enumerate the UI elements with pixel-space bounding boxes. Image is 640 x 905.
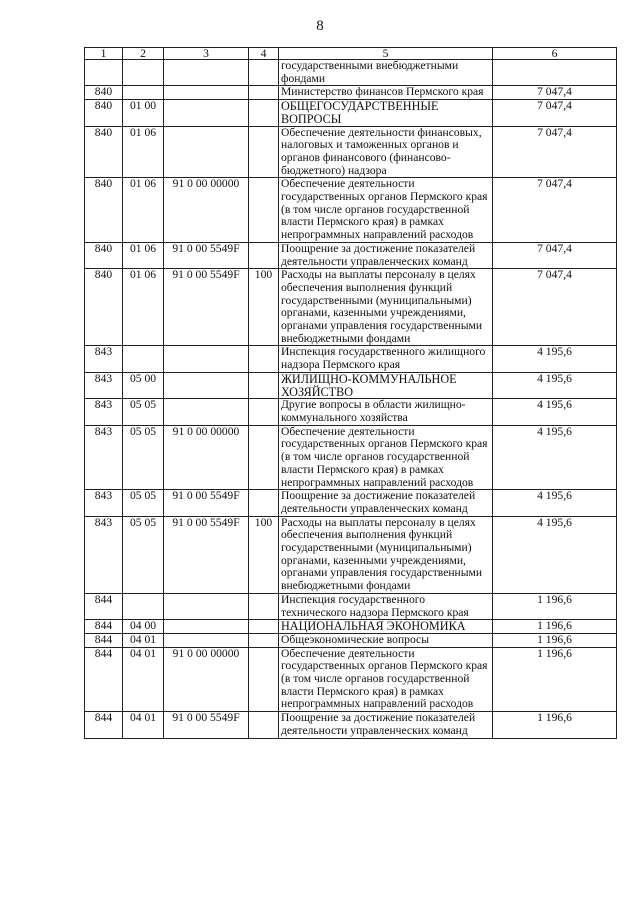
section-code-cell: 01 06 bbox=[123, 126, 164, 178]
table-row bbox=[85, 516, 617, 593]
target-code-cell bbox=[164, 60, 249, 86]
table-row bbox=[85, 712, 617, 738]
amount-cell: 7 047,4 bbox=[493, 178, 617, 243]
item-name-cell: Инспекция государственного жилищного надзора Пермского края bbox=[279, 346, 493, 372]
admin-code-cell: 840 bbox=[85, 86, 123, 100]
admin-code-cell bbox=[85, 60, 123, 86]
section-code-cell: 05 05 bbox=[123, 399, 164, 425]
item-name-cell: Поощрение за достижение показателей деятельности управленческих команд bbox=[279, 242, 493, 268]
expense-type-cell bbox=[249, 712, 279, 738]
target-code-cell bbox=[164, 399, 249, 425]
item-name-cell: Расходы на выплаты персоналу в целях обеспечения выполнения функций государственными (муниципальными) органами, казенными учреждениями, органами управления государственными внебюджетными фондами bbox=[279, 269, 493, 346]
amount-cell: 7 047,4 bbox=[493, 126, 617, 178]
section-code-cell bbox=[123, 60, 164, 86]
item-name-cell: Обеспечение деятельности финансовых, налоговых и таможенных органов и органов финансового (финансово-бюджетного) надзора bbox=[279, 126, 493, 178]
column-header-1: 1 bbox=[85, 48, 123, 60]
expense-type-cell bbox=[249, 346, 279, 372]
item-name-cell: Другие вопросы в области жилищно-коммунального хозяйства bbox=[279, 399, 493, 425]
section-code-cell: 05 05 bbox=[123, 425, 164, 490]
section-code-cell: 01 06 bbox=[123, 269, 164, 346]
expense-type-cell bbox=[249, 399, 279, 425]
table-row bbox=[85, 620, 617, 634]
column-header-4: 4 bbox=[249, 48, 279, 60]
section-code-cell: 04 01 bbox=[123, 633, 164, 647]
admin-code-cell: 843 bbox=[85, 372, 123, 398]
admin-code-cell: 840 bbox=[85, 100, 123, 126]
amount-cell: 1 196,6 bbox=[493, 593, 617, 619]
page-number: 8 bbox=[316, 18, 324, 34]
section-code-cell: 05 05 bbox=[123, 490, 164, 516]
target-code-cell: 91 0 00 5549F bbox=[164, 516, 249, 593]
target-code-cell bbox=[164, 86, 249, 100]
amount-cell: 1 196,6 bbox=[493, 620, 617, 634]
amount-cell: 4 195,6 bbox=[493, 516, 617, 593]
admin-code-cell: 840 bbox=[85, 242, 123, 268]
expense-type-cell bbox=[249, 86, 279, 100]
admin-code-cell: 843 bbox=[85, 425, 123, 490]
target-code-cell: 91 0 00 00000 bbox=[164, 647, 249, 712]
target-code-cell: 91 0 00 00000 bbox=[164, 425, 249, 490]
table-row bbox=[85, 633, 617, 647]
target-code-cell: 91 0 00 5549F bbox=[164, 712, 249, 738]
admin-code-cell: 844 bbox=[85, 633, 123, 647]
item-name-cell: Обеспечение деятельности государственных органов Пермского края (в том числе органов государственной власти Пермского края) в рамках непрограммных направлений расходов bbox=[279, 425, 493, 490]
column-header-6: 6 bbox=[493, 48, 617, 60]
amount-cell: 1 196,6 bbox=[493, 647, 617, 712]
amount-cell: 1 196,6 bbox=[493, 633, 617, 647]
section-code-cell: 05 05 bbox=[123, 516, 164, 593]
section-code-cell: 01 06 bbox=[123, 242, 164, 268]
admin-code-cell: 843 bbox=[85, 516, 123, 593]
target-code-cell bbox=[164, 633, 249, 647]
expense-type-cell bbox=[249, 647, 279, 712]
section-code-cell: 04 00 bbox=[123, 620, 164, 634]
admin-code-cell: 840 bbox=[85, 126, 123, 178]
item-name-cell: Обеспечение деятельности государственных органов Пермского края (в том числе органов государственной власти Пермского края) в рамках непрограммных направлений расходов bbox=[279, 647, 493, 712]
item-name-cell: ЖИЛИЩНО-КОММУНАЛЬНОЕ ХОЗЯЙСТВО bbox=[279, 372, 493, 398]
amount-cell: 4 195,6 bbox=[493, 372, 617, 398]
table-row bbox=[85, 647, 617, 712]
admin-code-cell: 844 bbox=[85, 593, 123, 619]
table-row bbox=[85, 490, 617, 516]
amount-cell: 4 195,6 bbox=[493, 425, 617, 490]
budget-table bbox=[84, 47, 617, 739]
expense-type-cell bbox=[249, 593, 279, 619]
item-name-cell: Министерство финансов Пермского края bbox=[279, 86, 493, 100]
item-name-cell: Обеспечение деятельности государственных органов Пермского края (в том числе органов государственной власти Пермского края) в рамках непрограммных направлений расходов bbox=[279, 178, 493, 243]
admin-code-cell: 843 bbox=[85, 490, 123, 516]
section-code-cell: 01 06 bbox=[123, 178, 164, 243]
item-name-cell: Расходы на выплаты персоналу в целях обеспечения выполнения функций государственными (муниципальными) органами, казенными учреждениями, органами управления государственными внебюджетными фондами bbox=[279, 516, 493, 593]
item-name-cell: ОБЩЕГОСУДАРСТВЕННЫЕ ВОПРОСЫ bbox=[279, 100, 493, 126]
target-code-cell: 91 0 00 5549F bbox=[164, 269, 249, 346]
expense-type-cell: 100 bbox=[249, 269, 279, 346]
table-row bbox=[85, 178, 617, 243]
target-code-cell bbox=[164, 372, 249, 398]
column-header-2: 2 bbox=[123, 48, 164, 60]
expense-type-cell bbox=[249, 490, 279, 516]
section-code-cell: 04 01 bbox=[123, 712, 164, 738]
amount-cell: 7 047,4 bbox=[493, 242, 617, 268]
expense-type-cell bbox=[249, 242, 279, 268]
admin-code-cell: 844 bbox=[85, 647, 123, 712]
target-code-cell bbox=[164, 620, 249, 634]
section-code-cell: 04 01 bbox=[123, 647, 164, 712]
item-name-cell: Поощрение за достижение показателей деятельности управленческих команд bbox=[279, 490, 493, 516]
section-code-cell bbox=[123, 86, 164, 100]
section-code-cell: 01 00 bbox=[123, 100, 164, 126]
admin-code-cell: 843 bbox=[85, 346, 123, 372]
expense-type-cell bbox=[249, 620, 279, 634]
item-name-cell: Общеэкономические вопросы bbox=[279, 633, 493, 647]
table-row bbox=[85, 242, 617, 268]
amount-cell: 1 196,6 bbox=[493, 712, 617, 738]
target-code-cell bbox=[164, 346, 249, 372]
table-row bbox=[85, 126, 617, 178]
table-row bbox=[85, 269, 617, 346]
admin-code-cell: 840 bbox=[85, 269, 123, 346]
expense-type-cell bbox=[249, 126, 279, 178]
table-header bbox=[85, 48, 617, 60]
item-name-cell: Поощрение за достижение показателей деятельности управленческих команд bbox=[279, 712, 493, 738]
section-code-cell: 05 00 bbox=[123, 372, 164, 398]
expense-type-cell: 100 bbox=[249, 516, 279, 593]
expense-type-cell bbox=[249, 100, 279, 126]
section-code-cell bbox=[123, 346, 164, 372]
amount-cell: 7 047,4 bbox=[493, 86, 617, 100]
expense-type-cell bbox=[249, 372, 279, 398]
amount-cell: 7 047,4 bbox=[493, 269, 617, 346]
item-name-cell: государственными внебюджетными фондами bbox=[279, 60, 493, 86]
table-row bbox=[85, 399, 617, 425]
admin-code-cell: 840 bbox=[85, 178, 123, 243]
amount-cell: 7 047,4 bbox=[493, 100, 617, 126]
target-code-cell: 91 0 00 5549F bbox=[164, 490, 249, 516]
expense-type-cell bbox=[249, 60, 279, 86]
table-row bbox=[85, 346, 617, 372]
admin-code-cell: 844 bbox=[85, 620, 123, 634]
target-code-cell: 91 0 00 00000 bbox=[164, 178, 249, 243]
table-row bbox=[85, 372, 617, 398]
expense-type-cell bbox=[249, 633, 279, 647]
amount-cell bbox=[493, 60, 617, 86]
table-row bbox=[85, 593, 617, 619]
column-header-5: 5 bbox=[279, 48, 493, 60]
header-row bbox=[85, 48, 617, 60]
expense-type-cell bbox=[249, 178, 279, 243]
table-row bbox=[85, 86, 617, 100]
item-name-cell: Инспекция государственного технического надзора Пермского края bbox=[279, 593, 493, 619]
table-row bbox=[85, 60, 617, 86]
table-row bbox=[85, 425, 617, 490]
section-code-cell bbox=[123, 593, 164, 619]
item-name-cell: НАЦИОНАЛЬНАЯ ЭКОНОМИКА bbox=[279, 620, 493, 634]
target-code-cell bbox=[164, 100, 249, 126]
target-code-cell: 91 0 00 5549F bbox=[164, 242, 249, 268]
amount-cell: 4 195,6 bbox=[493, 490, 617, 516]
target-code-cell bbox=[164, 593, 249, 619]
target-code-cell bbox=[164, 126, 249, 178]
admin-code-cell: 844 bbox=[85, 712, 123, 738]
column-header-3: 3 bbox=[164, 48, 249, 60]
amount-cell: 4 195,6 bbox=[493, 399, 617, 425]
table-row bbox=[85, 100, 617, 126]
amount-cell: 4 195,6 bbox=[493, 346, 617, 372]
table-body bbox=[85, 60, 617, 739]
admin-code-cell: 843 bbox=[85, 399, 123, 425]
expense-type-cell bbox=[249, 425, 279, 490]
